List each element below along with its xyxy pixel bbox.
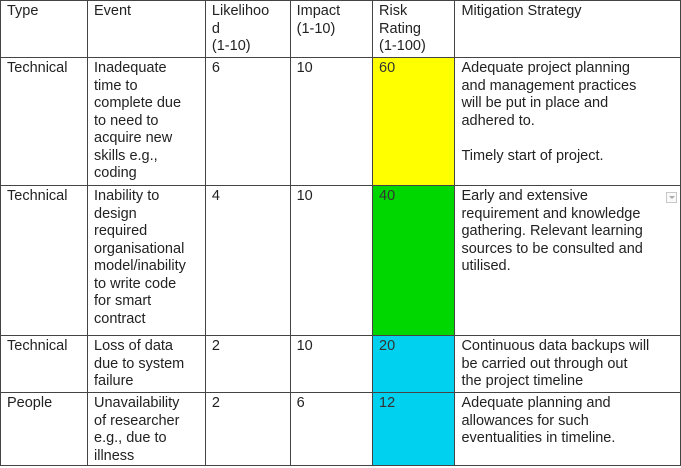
mitigation-line: eventualities in timeline.: [461, 430, 616, 446]
mitigation-line: Continuous data backups will: [461, 338, 650, 354]
event-line: time to: [94, 77, 138, 94]
cell-likelihood: 2: [205, 393, 290, 466]
table-row: [1, 186, 681, 336]
event-line: Unavailability: [94, 395, 180, 411]
mitigation-line: Early and extensive: [461, 188, 588, 204]
mitigation-line: utilised.: [461, 258, 511, 274]
dropdown-arrow-icon[interactable]: [666, 192, 677, 203]
cell-mitigation: [455, 58, 681, 186]
cell-impact: 10: [290, 336, 372, 393]
header-rating-line: Rating: [379, 20, 421, 37]
event-line: failure: [94, 373, 134, 389]
header-impact-line: (1-10): [296, 20, 336, 37]
event-line: complete due: [94, 95, 182, 111]
mitigation-line: the project timeline: [461, 373, 584, 389]
header-likelihood-line: d: [211, 20, 220, 37]
event-line: Inability to: [94, 188, 160, 204]
event-line: coding: [94, 165, 137, 181]
mitigation-line: gathering. Relevant learning: [461, 223, 643, 239]
event-line: design: [94, 205, 137, 222]
cell-impact: 6: [290, 393, 372, 466]
cell-type: Technical: [1, 336, 88, 393]
table-row: [1, 58, 681, 186]
cell-likelihood: 4: [205, 186, 290, 336]
event-line: required: [94, 223, 148, 239]
cell-event: [88, 336, 206, 393]
cell-risk-rating: 20: [373, 336, 455, 393]
mitigation-line: adhered to.: [461, 112, 535, 129]
cell-event: [88, 58, 206, 186]
mitigation-line: requirement and knowledge: [461, 205, 641, 222]
header-risk-rating: [373, 1, 455, 58]
cell-type: Technical: [1, 186, 88, 336]
event-line: organisational: [94, 240, 185, 257]
header-likelihood: [205, 1, 290, 58]
cell-risk-rating: 12: [373, 393, 455, 466]
mitigation-line: and management practices: [461, 77, 637, 94]
cell-mitigation: [455, 336, 681, 393]
event-line: illness: [94, 447, 135, 464]
cell-type: Technical: [1, 58, 88, 186]
cell-risk-rating: 40: [373, 186, 455, 336]
cell-mitigation: [455, 393, 681, 466]
header-impact-line: Impact: [296, 3, 341, 19]
event-line: due to system: [94, 355, 185, 372]
mitigation-line: Adequate planning and: [461, 395, 611, 411]
table-row: [1, 393, 681, 466]
event-line: e.g., due to: [94, 430, 167, 446]
cell-event: [88, 393, 206, 466]
cell-impact: 10: [290, 186, 372, 336]
mitigation-line: allowances for such: [461, 412, 589, 429]
event-line: of researcher: [94, 412, 180, 429]
cell-risk-rating: 60: [373, 58, 455, 186]
cell-event: [88, 186, 206, 336]
event-line: to need to: [94, 112, 159, 129]
header-row: [1, 1, 681, 58]
cell-mitigation: [455, 186, 681, 336]
header-rating-line: Risk: [379, 3, 408, 19]
mitigation-line: Timely start of project.: [461, 147, 604, 164]
event-line: for smart: [94, 293, 152, 309]
header-likelihood-line: Likelihoo: [211, 3, 270, 19]
header-rating-line: (1-100): [379, 38, 426, 54]
event-line: contract: [94, 310, 146, 327]
event-line: model/inability: [94, 258, 186, 274]
event-line: to write code: [94, 275, 177, 292]
event-line: skills e.g.,: [94, 147, 158, 164]
header-mitigation: Mitigation Strategy: [455, 1, 681, 58]
event-line: Loss of data: [94, 338, 173, 354]
cell-likelihood: 6: [205, 58, 290, 186]
mitigation-line: sources to be consulted and: [461, 240, 643, 257]
mitigation-line: Adequate project planning: [461, 60, 630, 76]
event-line: acquire new: [94, 130, 173, 146]
cell-type: People: [1, 393, 88, 466]
mitigation-line: be carried out through out: [461, 355, 628, 372]
event-line: Inadequate: [94, 60, 167, 76]
mitigation-line: will be put in place and: [461, 95, 609, 111]
cell-likelihood: 2: [205, 336, 290, 393]
cell-impact: 10: [290, 58, 372, 186]
header-likelihood-line: (1-10): [211, 38, 251, 54]
header-type: Type: [1, 1, 88, 58]
header-impact: [290, 1, 372, 58]
table-row: [1, 336, 681, 393]
header-event: Event: [88, 1, 206, 58]
